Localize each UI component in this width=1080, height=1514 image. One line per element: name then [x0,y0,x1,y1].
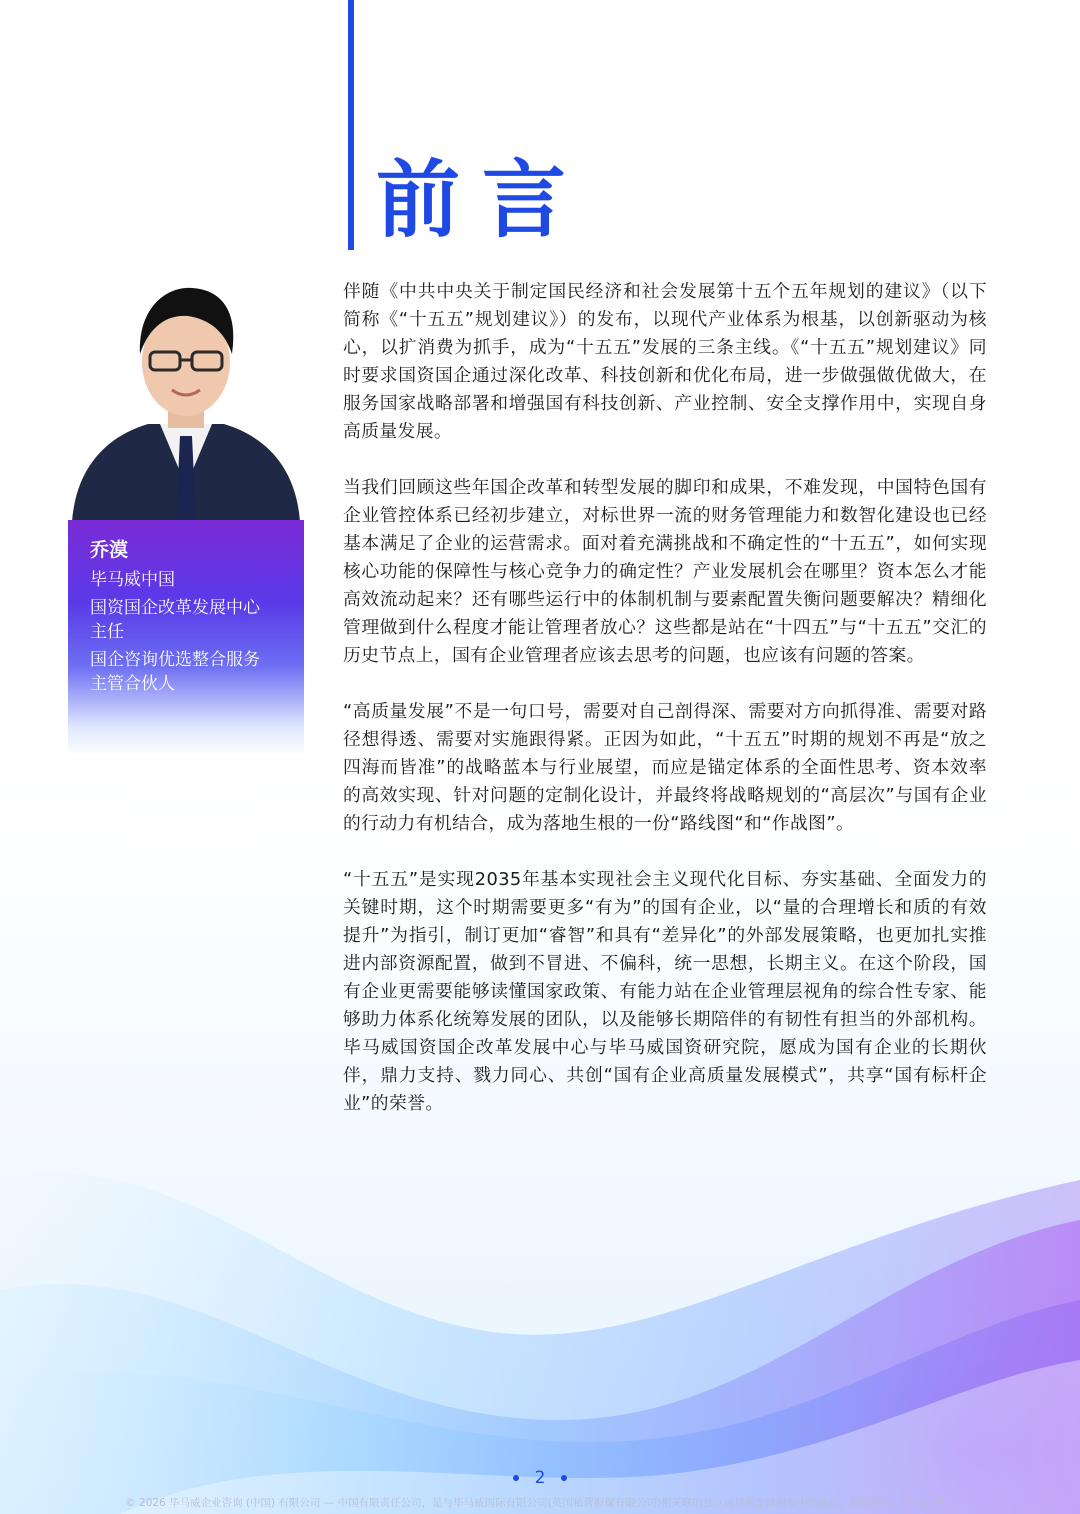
pager-dot-right-icon [561,1475,567,1481]
author-portrait [68,276,304,522]
article-paragraph: “高质量发展”不是一句口号，需要对自己剖得深、需要对方向抓得准、需要对路径想得透、需要对实施跟得紧。正因为如此，“十五五”时期的规划不再是“放之四海而皆准”的战略蓝本与行业展望，而应是锚定体系的全面性思考、资本效率的高效实现、针对问题的定制化设计，并最终将战略规划的“高层次”与国有企业的行动力有机结合，成为落地生根的一份“路线图“和“作战图”。 [343,701,987,834]
page-title: 前言 [376,151,589,249]
author-name: 乔漠 [90,539,129,561]
author-title: 国资国企改革发展中心 主任 [90,598,260,642]
author-company: 毕马威中国 [90,570,175,590]
page-indicator [0,1464,1080,1492]
article-paragraph: 伴随《中共中央关于制定国民经济和社会发展第十五个五年规划的建议》（以下简称《“十五五”规划建议》）的发布，以现代产业体系为根基，以创新驱动为核心，以扩消费为抓手，成为“十五五”发展的三条主线。《“十五五”规划建议》同时要求国资国企通过深化改革、科技创新和优化布局，进一步做强做优做大，在服务国家战略部署和增强国有科技创新、产业控制、安全支撑作用中，实现自身高质量发展。 [343,281,987,442]
title-accent-bar [348,0,354,250]
author-card [68,520,304,756]
author-role: 国企咨询优选整合服务 主管合伙人 [90,650,260,694]
page-number: 2 [534,1468,546,1488]
preface-article [343,278,987,1146]
footer-copyright: © 2026 毕马威企业咨询 (中国) 有限公司 — 中国有限责任公司，是与毕马威国际有限公司(英国私营担保有限公司)相关联的独立成员所全球组织中的成员。版权所有，不得转载。 [125,1497,955,1509]
article-paragraph: 当我们回顾这些年国企改革和转型发展的脚印和成果，不难发现，中国特色国有企业管控体系已经初步建立，对标世界一流的财务管理能力和数智化建设也已经基本满足了企业的运营需求。面对着充满挑战和不确定性的“十五五”，如何实现核心功能的保障性与核心竞争力的确定性？产业发展机会在哪里？资本怎么才能高效流动起来？还有哪些运行中的体制机制与要素配置失衡问题要解决？精细化管理做到什么程度才能让管理者放心？这些都是站在“十四五”与“十五五”交汇的历史节点上，国有企业管理者应该去思考的问题，也应该有问题的答案。 [343,477,987,666]
pager-dot-left-icon [513,1475,519,1481]
article-paragraph: “十五五”是实现2035年基本实现社会主义现代化目标、夯实基础、全面发力的关键时期，这个时期需要更多“有为”的国有企业，以“量的合理增长和质的有效提升”为指引，制订更加“睿智”和具有“差异化”的外部发展策略，也更加扎实推进内部资源配置，做到不冒进、不偏科，统一思想，长期主义。在这个阶段，国有企业更需要能够读懂国家政策、有能力站在企业管理层视角的综合性专家、能够助力体系化统筹发展的团队，以及能够长期陪伴的有韧性有担当的外部机构。毕马威国资国企改革发展中心与毕马威国资研究院，愿成为国有企业的长期伙伴，鼎力支持、戮力同心、共创“国有企业高质量发展模式”，共享“国有标杆企业”的荣誉。 [343,869,987,1114]
